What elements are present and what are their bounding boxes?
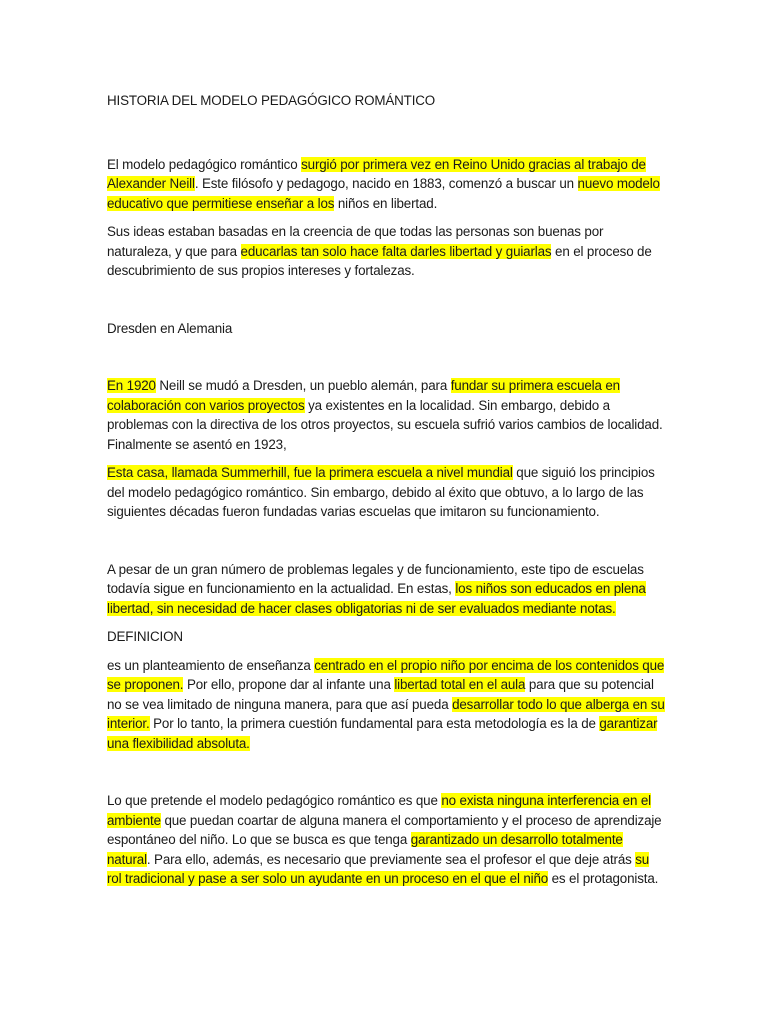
paragraph-today — [107, 560, 667, 619]
highlighted-text: centrado en el propio niño por encima de los contenidos que se proponen. — [107, 657, 665, 692]
body-text: Por ello, propone dar al infante una — [183, 677, 395, 692]
highlighted-text: educarlas tan solo hace falta darles libertad y guiarlas — [240, 243, 552, 259]
highlighted-text: nuevo modelo educativo que permitiese enseñar a los — [107, 176, 660, 211]
paragraph-aim — [107, 791, 667, 889]
body-text: que puedan coartar de alguna manera el comportamiento y el proceso de aprendizaje espontáneo del niño. Lo que se busca es que tenga — [107, 812, 662, 847]
highlighted-text: surgió por primera vez en Reino Unido gracias al trabajo de Alexander Neill — [107, 156, 646, 191]
body-text: . Este filósofo y pedagogo, nacido en 1883, comenzó a buscar un — [194, 176, 578, 191]
body-text: ya existentes en la localidad. Sin embargo, debido a problemas con la directiva de los otros proyectos, su escuela sufrió varios cambios de localidad. Finalmente se asentó en 1923, — [107, 397, 663, 452]
body-text: para que su potencial no se vea limitado de ninguna manera, para que así pueda — [107, 677, 654, 712]
highlighted-text: desarrollar todo lo que alberga en su interior. — [107, 696, 665, 731]
document-body — [107, 91, 667, 898]
highlighted-text: su rol tradicional y pase a ser solo un ayudante en un proceso en el que el niño — [107, 851, 650, 886]
body-text: Por lo tanto, la primera cuestión fundamental para esta metodología es la de — [149, 716, 600, 731]
body-text: es un planteamiento de enseñanza — [107, 657, 315, 673]
paragraph-ideas — [107, 222, 667, 281]
highlighted-text: garantizado un desarrollo totalmente natural — [107, 832, 623, 867]
paragraph-dresden — [107, 376, 667, 454]
highlighted-text: En 1920 — [107, 378, 156, 393]
body-text: . Para ello, además, es necesario que previamente sea el profesor el que deje atrás — [146, 851, 636, 867]
paragraph-origin — [107, 155, 667, 214]
highlighted-text: libertad total en el aula — [394, 677, 526, 692]
body-text: niños en libertad. — [334, 195, 438, 211]
body-text: que siguió los principios del modelo pedagógico romántico. Sin embargo, debido al éxito que obtuvo, a lo largo de las siguientes décadas fueron fundadas varias escuelas que imitaron su funcionamiento. — [107, 465, 655, 519]
paragraph-summerhill — [107, 463, 667, 522]
paragraph-definition — [107, 656, 667, 754]
body-text: El modelo pedagógico romántico — [107, 156, 302, 172]
highlighted-text: garantizar una flexibilidad absoluta. — [107, 716, 658, 751]
body-text: Lo que pretende el modelo pedagógico romántico es que — [107, 793, 442, 808]
body-text: en el proceso de descubrimiento de sus propios intereses y fortalezas. — [107, 243, 652, 278]
highlighted-text: fundar su primera escuela en colaboración con varios proyectos — [107, 378, 620, 413]
heading-definicion: DEFINICION — [107, 629, 183, 644]
body-text: es el protagonista. — [548, 871, 659, 886]
document-title: HISTORIA DEL MODELO PEDAGÓGICO ROMÁNTICO — [107, 93, 436, 108]
highlighted-text: Esta casa, llamada Summerhill, fue la primera escuela a nivel mundial — [107, 465, 513, 480]
body-text: A pesar de un gran número de problemas legales y de funcionamiento, este tipo de escuelas todavía sigue en funcionamiento en la actualidad. En estas, — [107, 561, 644, 596]
highlighted-text: los niños son educados en plena libertad, sin necesidad de hacer clases obligatorias ni de ser evaluados mediante notas. — [107, 581, 646, 616]
highlighted-text: no exista ninguna interferencia en el ambiente — [107, 793, 651, 828]
body-text: Neill se mudó a Dresden, un pueblo alemán, para — [155, 378, 451, 393]
heading-dresden: Dresden en Alemania — [107, 320, 233, 336]
body-text: Sus ideas estaban basadas en la creencia de que todas las personas son buenas por naturaleza, y que para — [107, 224, 604, 259]
